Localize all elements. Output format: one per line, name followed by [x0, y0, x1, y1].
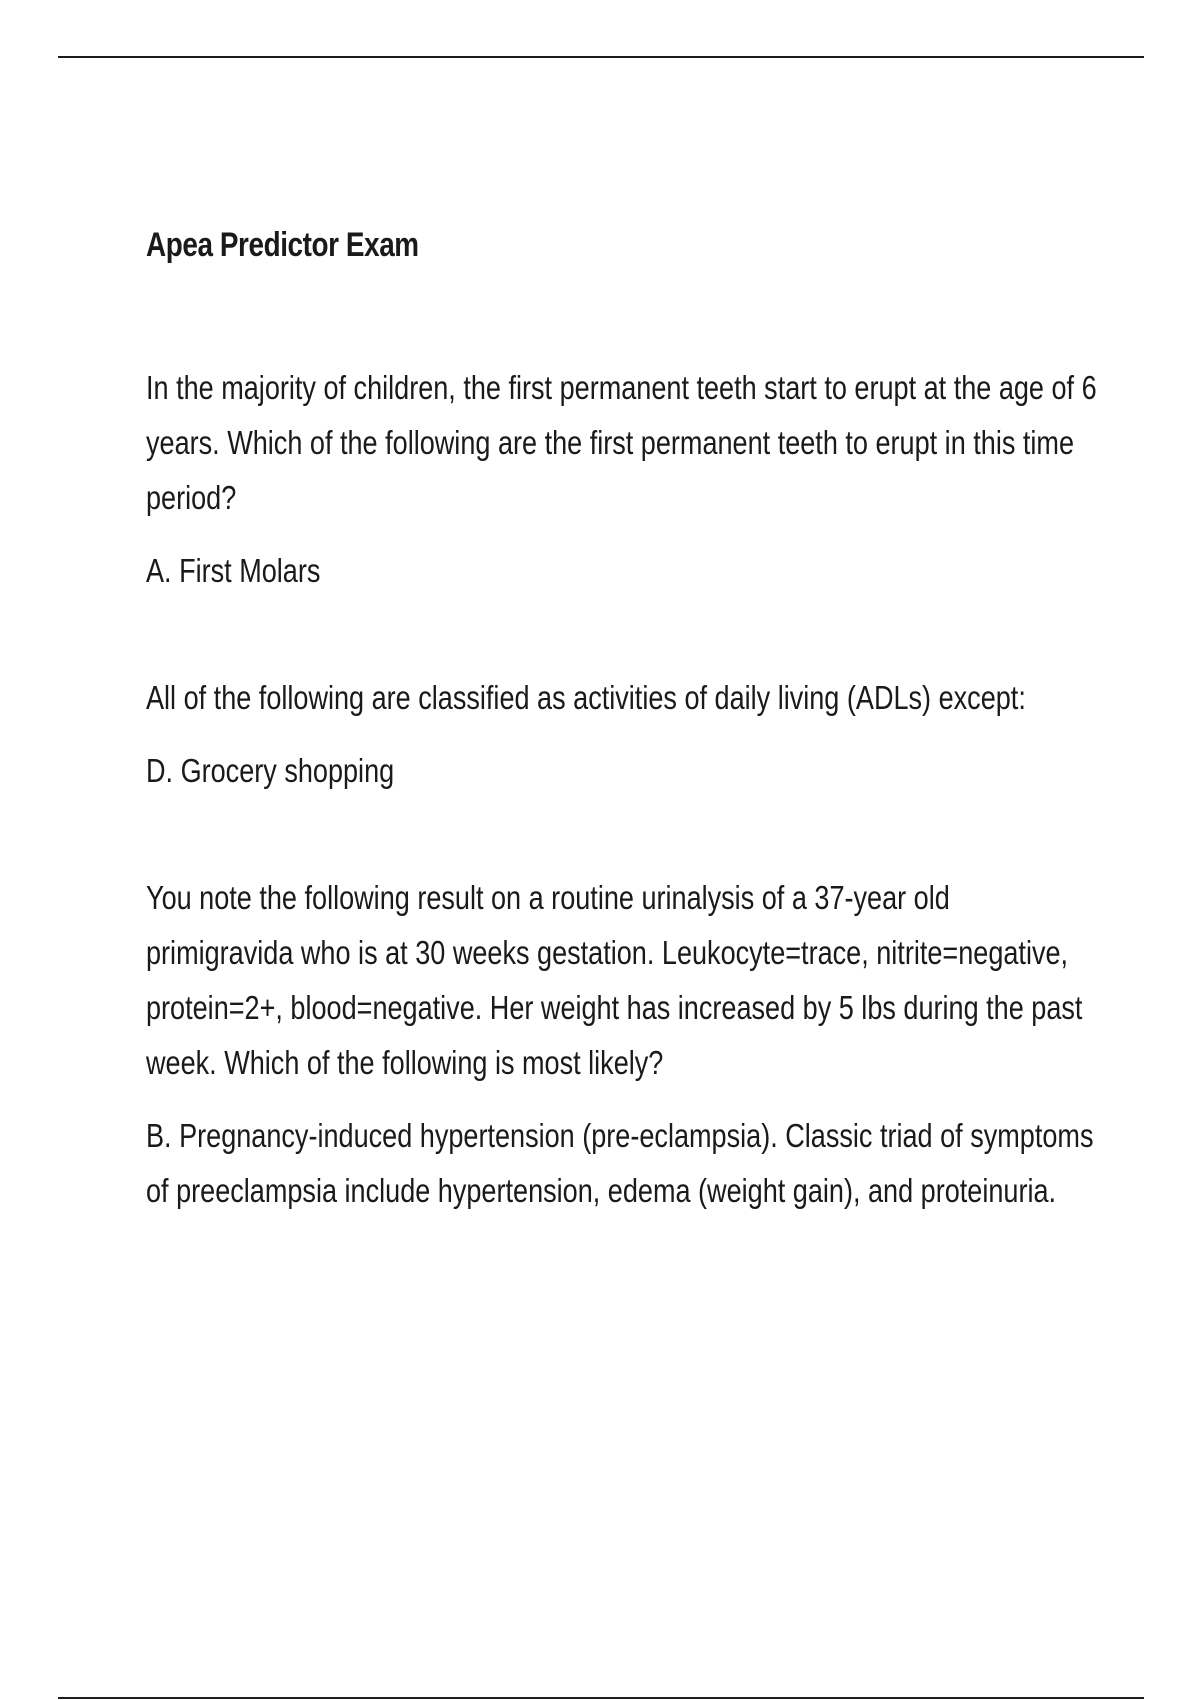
question-text: You note the following result on a routine urinalysis of a 37-year old primigravida who is at 30 weeks gestation. Leukocyte=trace, nitrite=negative, protein=2+, blood=negative. Her weight has increased by 5 lbs during the past week. Which of the following is most likely?	[146, 879, 1083, 1081]
document-body	[146, 222, 1096, 1218]
answer-text: D. Grocery shopping	[146, 752, 395, 789]
answer-text: B. Pregnancy-induced hypertension (pre-eclampsia). Classic triad of symptoms of preeclampsia include hypertension, edema (weight gain), and proteinuria.	[146, 1117, 1094, 1209]
question-text: In the majority of children, the first permanent teeth start to erupt at the age of 6 years. Which of the following are the first permanent teeth to erupt in this time period?	[146, 369, 1097, 516]
document-title: Apea Predictor Exam	[146, 226, 419, 264]
top-rule	[58, 56, 1144, 58]
qa-item	[146, 670, 1096, 798]
qa-item	[146, 870, 1096, 1218]
qa-item	[146, 360, 1096, 598]
answer-text: A. First Molars	[146, 552, 321, 589]
bottom-rule	[58, 1697, 1144, 1699]
question-text: All of the following are classified as activities of daily living (ADLs) except:	[146, 679, 1026, 716]
